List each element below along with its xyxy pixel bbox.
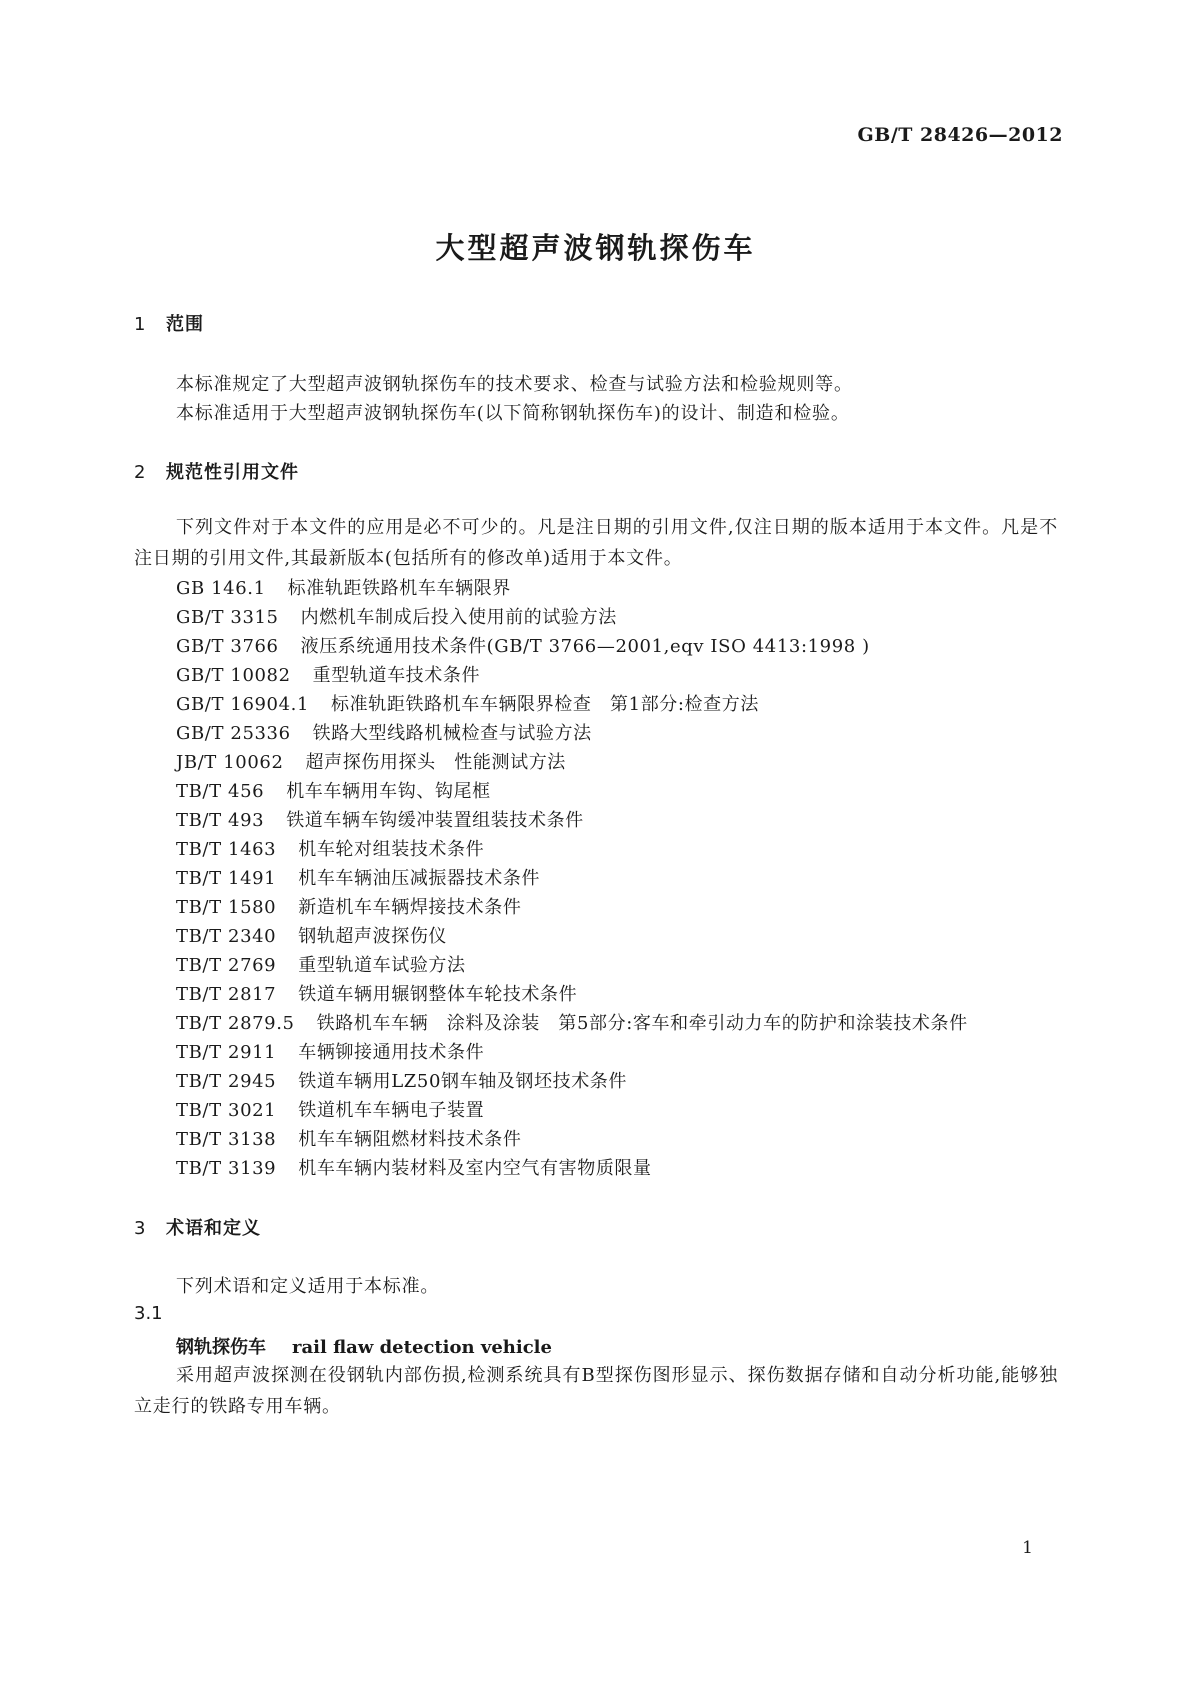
reference-code: TB/T 2911 <box>176 1042 277 1063</box>
paragraph: 本标准适用于大型超声波钢轨探伤车(以下简称钢轨探伤车)的设计、制造和检验。 <box>176 403 850 424</box>
reference-title: 铁道机车车辆电子装置 <box>298 1100 485 1121</box>
reference-item <box>176 690 759 716</box>
reference-title: 铁道车辆用辗钢整体车轮技术条件 <box>298 984 578 1005</box>
section-number: 1 <box>134 314 147 335</box>
page-number: 1 <box>1022 1538 1033 1558</box>
reference-title: 标准轨距铁路机车车辆限界检查 第1部分:检查方法 <box>331 694 759 715</box>
reference-code: TB/T 2945 <box>176 1071 277 1092</box>
reference-code: GB/T 16904.1 <box>176 694 310 715</box>
reference-item <box>176 1067 627 1093</box>
section-1-heading <box>134 310 204 336</box>
reference-item <box>176 835 484 861</box>
reference-code: GB/T 10082 <box>176 665 291 686</box>
reference-item <box>176 632 870 658</box>
reference-code: GB/T 3315 <box>176 607 279 628</box>
reference-item <box>176 719 592 745</box>
section-number: 3 <box>134 1218 147 1239</box>
section-title: 规范性引用文件 <box>166 462 299 483</box>
reference-item <box>176 1125 521 1151</box>
reference-title: 新造机车车辆焊接技术条件 <box>298 897 522 918</box>
reference-item <box>176 661 480 687</box>
reference-code: GB 146.1 <box>176 578 266 599</box>
reference-title: 铁路大型线路机械检查与试验方法 <box>312 723 592 744</box>
standard-number: GB/T 28426—2012 <box>857 124 1063 146</box>
definition-paragraph: 采用超声波探测在役钢轨内部伤损,检测系统具有B型探伤图形显示、探伤数据存储和自动分析功能,能够独立走行的铁路专用车辆。 <box>134 1365 1058 1417</box>
reference-title: 机车车辆内装材料及室内空气有害物质限量 <box>298 1158 652 1179</box>
intro-paragraph: 下列文件对于本文件的应用是必不可少的。凡是注日期的引用文件,仅注日期的版本适用于本文件。凡是不注日期的引用文件,其最新版本(包括所有的修改单)适用于本文件。 <box>134 517 1058 569</box>
reference-item <box>176 864 540 890</box>
reference-title: 铁路机车车辆 涂料及涂装 第5部分:客车和牵引动力车的防护和涂装技术条件 <box>316 1013 968 1034</box>
term-english: rail flaw detection vehicle <box>292 1337 552 1358</box>
reference-title: 内燃机车制成后投入使用前的试验方法 <box>300 607 617 628</box>
paragraph: 本标准规定了大型超声波钢轨探伤车的技术要求、检查与试验方法和检验规则等。 <box>176 374 853 395</box>
reference-code: TB/T 3139 <box>176 1158 277 1179</box>
reference-code: GB/T 3766 <box>176 636 279 657</box>
reference-title: 铁道车辆车钩缓冲装置组装技术条件 <box>286 810 584 831</box>
reference-title: 钢轨超声波探伤仪 <box>298 926 448 947</box>
reference-title: 标准轨距铁路机车车辆限界 <box>287 578 511 599</box>
reference-code: TB/T 493 <box>176 810 265 831</box>
reference-code: TB/T 3021 <box>176 1100 277 1121</box>
reference-code: TB/T 1463 <box>176 839 277 860</box>
reference-title: 车辆铆接通用技术条件 <box>298 1042 485 1063</box>
reference-item <box>176 951 466 977</box>
reference-title: 机车车辆用车钩、钩尾框 <box>286 781 491 802</box>
term-chinese: 钢轨探伤车 <box>176 1337 266 1358</box>
reference-item <box>176 806 584 832</box>
reference-code: GB/T 25336 <box>176 723 291 744</box>
reference-code: TB/T 1580 <box>176 897 277 918</box>
section-title: 术语和定义 <box>166 1218 261 1239</box>
paragraph: 下列术语和定义适用于本标准。 <box>176 1276 440 1297</box>
reference-item <box>176 1009 968 1035</box>
reference-item <box>176 1096 484 1122</box>
section-title: 范围 <box>166 314 204 335</box>
reference-item <box>176 603 617 629</box>
reference-code: TB/T 456 <box>176 781 265 802</box>
clause-number: 3.1 <box>134 1303 163 1324</box>
document-title: 大型超声波钢轨探伤车 <box>435 231 756 265</box>
reference-code: TB/T 2769 <box>176 955 277 976</box>
reference-item <box>176 893 521 919</box>
reference-title: 机车车辆油压减振器技术条件 <box>298 868 541 889</box>
reference-item <box>176 574 511 600</box>
reference-item <box>176 1038 484 1064</box>
section-2-heading <box>134 458 299 484</box>
reference-title: 铁道车辆用LZ50钢车轴及钢坯技术条件 <box>298 1071 627 1092</box>
reference-title: 超声探伤用探头 性能测试方法 <box>305 752 566 773</box>
reference-code: TB/T 2817 <box>176 984 277 1005</box>
section-number: 2 <box>134 462 147 483</box>
reference-item <box>176 922 447 948</box>
term-entry <box>176 1333 552 1359</box>
reference-title: 重型轨道车试验方法 <box>298 955 466 976</box>
reference-title: 重型轨道车技术条件 <box>312 665 481 686</box>
reference-title: 机车车辆阻燃材料技术条件 <box>298 1129 522 1150</box>
reference-title: 机车轮对组装技术条件 <box>298 839 485 860</box>
reference-item <box>176 748 566 774</box>
reference-item <box>176 980 577 1006</box>
reference-code: TB/T 3138 <box>176 1129 277 1150</box>
reference-code: TB/T 1491 <box>176 868 277 889</box>
reference-code: TB/T 2879.5 <box>176 1013 295 1034</box>
reference-code: TB/T 2340 <box>176 926 277 947</box>
reference-item <box>176 777 491 803</box>
reference-code: JB/T 10062 <box>176 752 284 773</box>
reference-title: 液压系统通用技术条件(GB/T 3766—2001,eqv ISO 4413:1998 ) <box>300 636 870 657</box>
section-3-heading <box>134 1214 261 1240</box>
reference-item <box>176 1154 652 1180</box>
